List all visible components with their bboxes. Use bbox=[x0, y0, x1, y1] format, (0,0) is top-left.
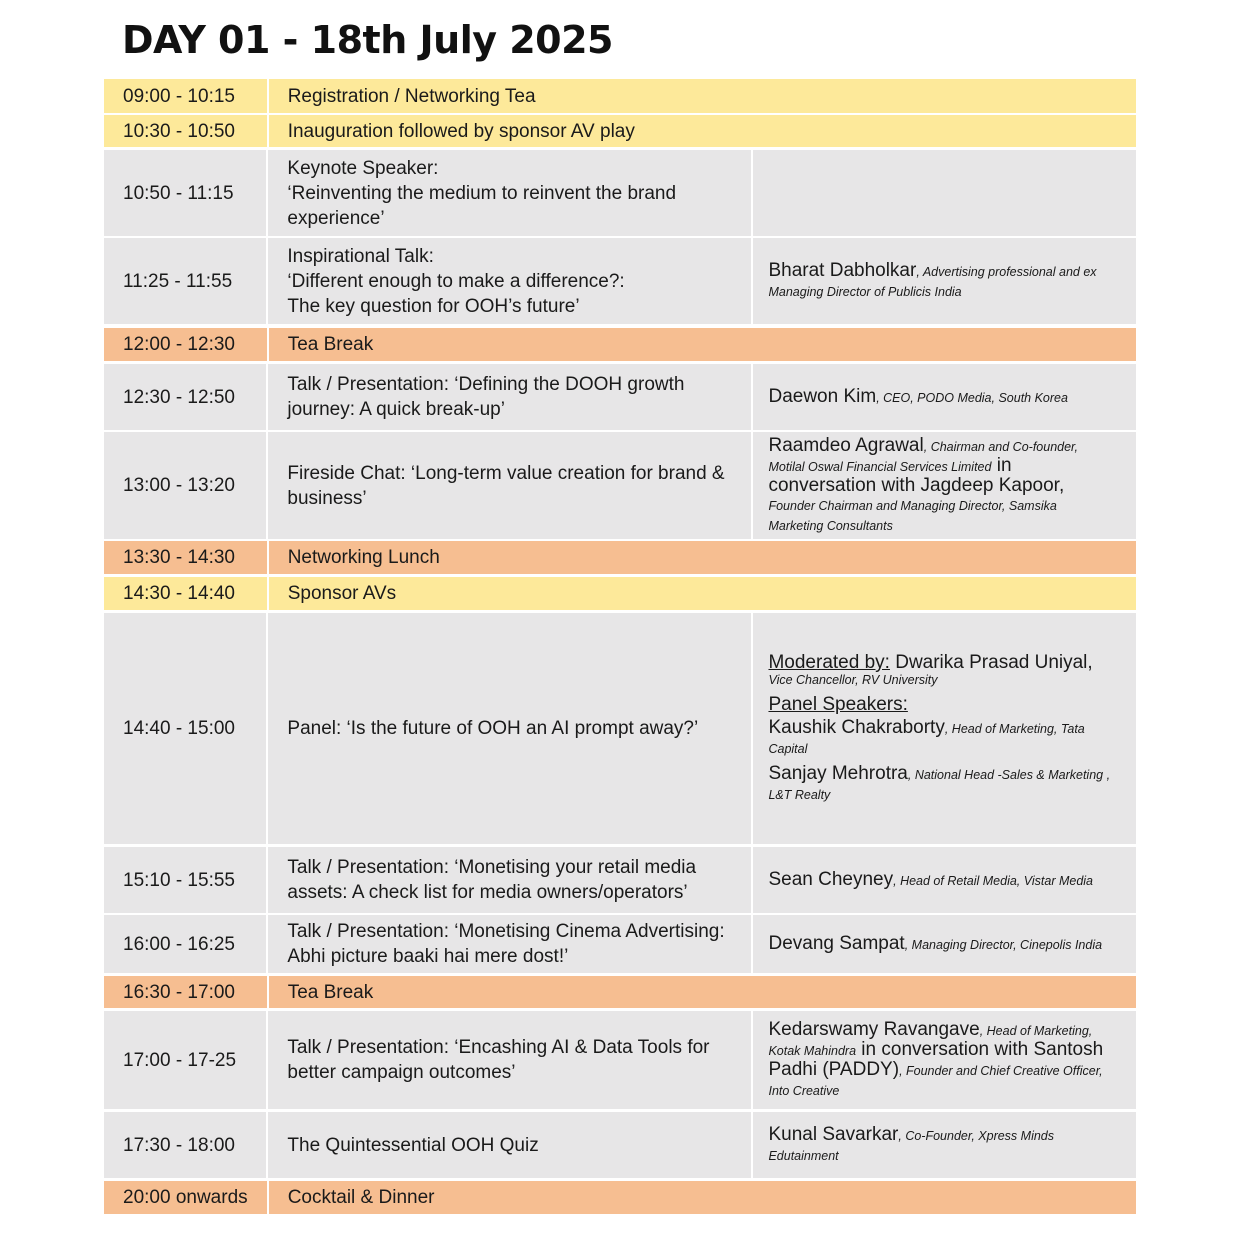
speaker-role: Advertising professional and ex Managing Director of Publicis India bbox=[768, 265, 1097, 299]
session-cell bbox=[268, 238, 751, 324]
speaker-name: Santosh Padhi (PADDY) bbox=[768, 1039, 1104, 1080]
session-title: Talk / Presentation: ‘Defining the DOOH growth journey: A quick break-up’ bbox=[287, 374, 685, 420]
agenda-row bbox=[104, 577, 1136, 610]
speaker-role: Founder Chairman and Managing Director, Samsika Marketing Consultants bbox=[768, 499, 1057, 533]
session-cell bbox=[268, 613, 751, 844]
session-cell bbox=[268, 364, 751, 430]
speaker-name: Raamdeo Agrawal bbox=[768, 435, 924, 456]
speaker-role: Vice Chancellor, RV University bbox=[768, 673, 938, 687]
speaker-name: Devang Sampat bbox=[768, 933, 905, 954]
speaker-cell: Sean Cheyney, Head of Retail Media, Vistar Media bbox=[753, 847, 1136, 913]
session-cell bbox=[268, 150, 751, 236]
session-cell: Tea Break bbox=[269, 976, 1136, 1008]
time-cell: 09:00 - 10:15 bbox=[104, 79, 267, 113]
session-cell: Sponsor AVs bbox=[269, 577, 1136, 610]
speaker-cell: Bharat Dabholkar, Advertising professional and ex Managing Director of Publicis India bbox=[753, 238, 1136, 324]
time-cell: 17:00 - 17-25 bbox=[104, 1011, 266, 1109]
time-cell: 11:25 - 11:55 bbox=[104, 238, 266, 324]
session-cell: Networking Lunch bbox=[269, 541, 1136, 574]
time-cell: 16:30 - 17:00 bbox=[104, 976, 267, 1008]
panel-heading: Panel Speakers: bbox=[768, 694, 908, 715]
session-cell: Inauguration followed by sponsor AV play bbox=[269, 115, 1136, 147]
session-title: The Quintessential OOH Quiz bbox=[287, 1134, 539, 1156]
session-cell: Registration / Networking Tea bbox=[269, 79, 1136, 113]
speaker-name: Sanjay Mehrotra bbox=[768, 763, 908, 784]
agenda-row bbox=[104, 115, 1136, 147]
speaker-role: National Head -Sales & Marketing , L&T Realty bbox=[768, 768, 1111, 802]
speaker-cell: Kunal Savarkar, Co-Founder, Xpress Minds Edutainment bbox=[753, 1112, 1136, 1178]
session-title: Panel: ‘Is the future of OOH an AI prompt away?’ bbox=[287, 718, 699, 739]
speaker-role: Founder and Chief Creative Officer, Into Creative bbox=[768, 1064, 1103, 1098]
speaker-role: Managing Director, Cinepolis India bbox=[911, 938, 1103, 952]
session-cell bbox=[268, 1112, 751, 1178]
speaker-role: CEO, PODO Media, South Korea bbox=[883, 391, 1068, 405]
agenda-row bbox=[104, 915, 1136, 973]
time-cell: 17:30 - 18:00 bbox=[104, 1112, 266, 1178]
speaker-name: Daewon Kim bbox=[768, 386, 877, 407]
speaker-role: Head of Marketing, Kotak Mahindra bbox=[768, 1024, 1093, 1058]
session-title: Fireside Chat: ‘Long-term value creation for brand & business’ bbox=[287, 462, 725, 509]
speaker-name: Kunal Savarkar bbox=[768, 1124, 899, 1145]
speaker-role: Chairman and Co-founder, Motilal Oswal Financial Services Limited bbox=[768, 440, 1078, 474]
agenda-row bbox=[104, 432, 1136, 539]
speaker-cell: Kedarswamy Ravangave, Head of Marketing, Kotak Mahindra in conversation with Santosh Padhi (PADDY), Founder and Chief Creative Officer, Into Creative bbox=[753, 1011, 1136, 1109]
time-cell: 14:40 - 15:00 bbox=[104, 613, 266, 844]
agenda-row bbox=[104, 976, 1136, 1008]
speaker-name: Jagdeep Kapoor bbox=[920, 475, 1059, 496]
session-title: Keynote Speaker: ‘Reinventing the medium to reinvent the brand experience’ bbox=[287, 157, 677, 229]
agenda-row bbox=[104, 1181, 1136, 1214]
agenda-row bbox=[104, 364, 1136, 430]
session-cell bbox=[268, 432, 751, 539]
speaker-cell: Daewon Kim, CEO, PODO Media, South Korea bbox=[753, 364, 1136, 430]
speaker-name: Kaushik Chakraborty bbox=[768, 717, 945, 738]
session-cell bbox=[268, 847, 751, 913]
speaker-role: Co-Founder, Xpress Minds Edutainment bbox=[768, 1129, 1055, 1163]
session-cell: Cocktail & Dinner bbox=[269, 1181, 1136, 1214]
speaker-name: Dwarika Prasad Uniyal bbox=[895, 652, 1088, 673]
speaker-name: Bharat Dabholkar bbox=[768, 260, 917, 281]
session-title: Inspirational Talk: ‘Different enough to make a difference?: The key question for OOH’s future’ bbox=[287, 245, 625, 317]
time-cell: 16:00 - 16:25 bbox=[104, 915, 266, 973]
time-cell: 14:30 - 14:40 bbox=[104, 577, 267, 610]
time-cell: 20:00 onwards bbox=[104, 1181, 267, 1214]
agenda-row bbox=[104, 541, 1136, 574]
agenda-row bbox=[104, 79, 1136, 113]
time-cell: 12:30 - 12:50 bbox=[104, 364, 266, 430]
agenda-row bbox=[104, 847, 1136, 913]
speaker-cell: Moderated by: Dwarika Prasad Uniyal, Vice Chancellor, RV University Panel Speakers: Kaushik Chakraborty, Head of Marketing, Tata Capital Sanjay Mehrotra, National Head -Sales & Marketing , L&T Realty bbox=[753, 613, 1136, 844]
speaker-cell: Devang Sampat, Managing Director, Cinepolis India bbox=[753, 915, 1136, 973]
time-cell: 13:30 - 14:30 bbox=[104, 541, 267, 574]
agenda-row bbox=[104, 1011, 1136, 1109]
agenda-row bbox=[104, 328, 1136, 361]
session-title: Talk / Presentation: ‘Monetising Cinema Advertising: Abhi picture baaki hai mere dost!’ bbox=[287, 921, 725, 967]
session-cell bbox=[268, 915, 751, 973]
session-title: Talk / Presentation: ‘Encashing AI & Data Tools for better campaign outcomes’ bbox=[287, 1037, 710, 1083]
agenda-row bbox=[104, 150, 1136, 236]
agenda-row bbox=[104, 1112, 1136, 1178]
speaker-cell: Raamdeo Agrawal, Chairman and Co-founder, Motilal Oswal Financial Services Limited in conversation with Jagdeep Kapoor, Founder Chairman and Managing Director, Samsika Marketing Consultants bbox=[753, 432, 1136, 539]
time-cell: 10:50 - 11:15 bbox=[104, 150, 266, 236]
time-cell: 15:10 - 15:55 bbox=[104, 847, 266, 913]
agenda-row bbox=[104, 613, 1136, 844]
session-cell bbox=[268, 1011, 751, 1109]
session-cell: Tea Break bbox=[269, 328, 1136, 361]
agenda-row bbox=[104, 238, 1136, 324]
speaker-cell bbox=[753, 150, 1136, 236]
moderator-heading: Moderated by: bbox=[768, 652, 890, 673]
session-title: Talk / Presentation: ‘Monetising your retail media assets: A check list for media owners/operators’ bbox=[287, 857, 697, 903]
speaker-name: Kedarswamy Ravangave bbox=[768, 1019, 980, 1040]
speaker-role: Head of Retail Media, Vistar Media bbox=[900, 874, 1093, 888]
time-cell: 10:30 - 10:50 bbox=[104, 115, 267, 147]
time-cell: 13:00 - 13:20 bbox=[104, 432, 266, 539]
speaker-name: Sean Cheyney bbox=[768, 869, 894, 890]
speaker-role: Head of Marketing, Tata Capital bbox=[768, 722, 1085, 756]
time-cell: 12:00 - 12:30 bbox=[104, 328, 267, 361]
page-title: DAY 01 - 18th July 2025 bbox=[122, 18, 613, 62]
